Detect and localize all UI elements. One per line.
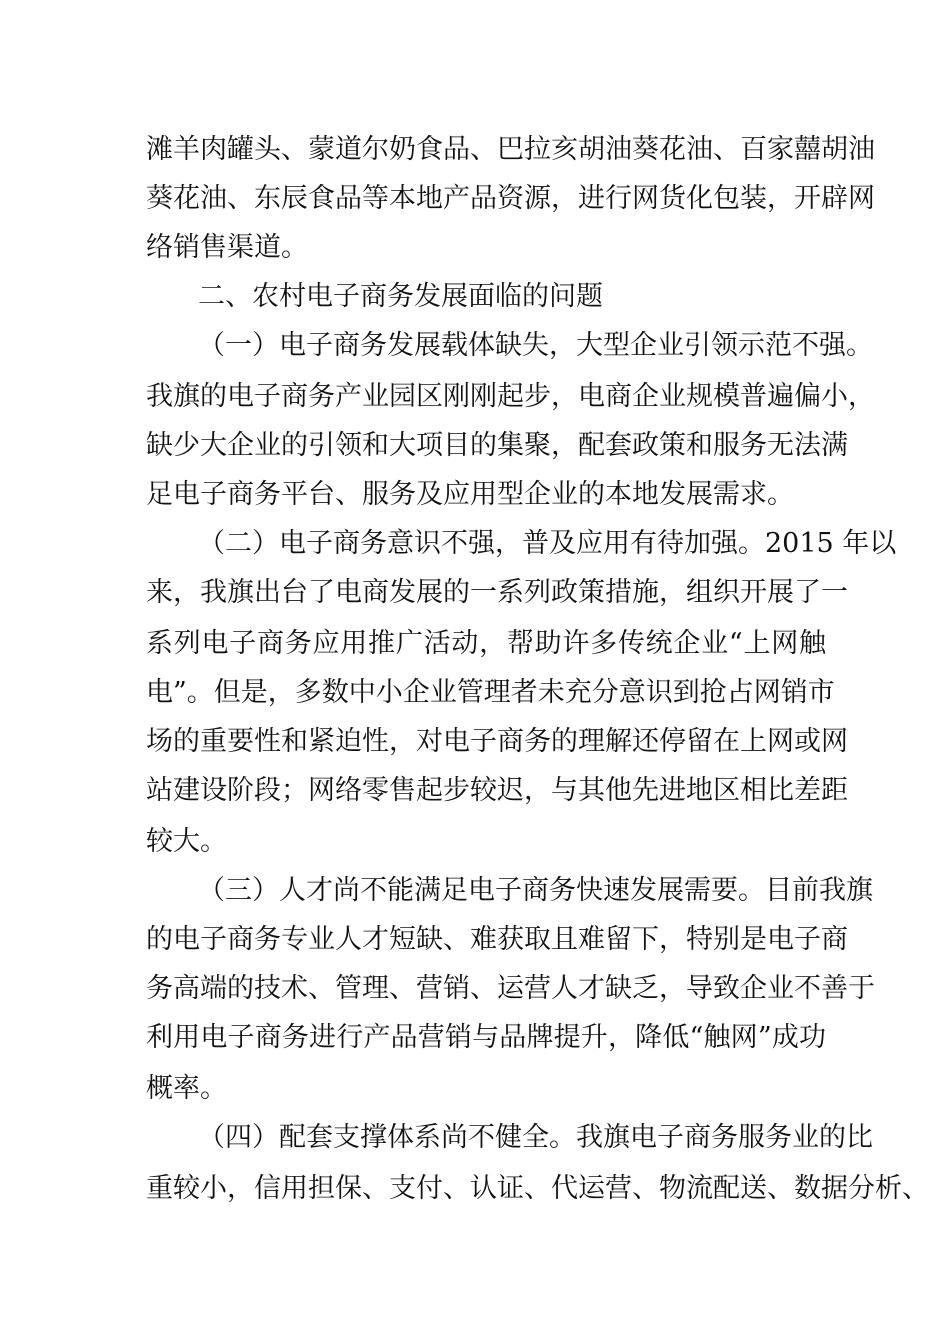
body-text-line: 务高端的技术、管理、营销、运营人才缺乏，导致企业不善于 — [146, 973, 875, 1004]
body-text-line: 利用电子商务进行产品营销与品牌提升，降低“触网”成功 — [146, 1022, 826, 1053]
body-text-line: 缺少大企业的引领和大项目的集聚，配套政策和服务无法满 — [146, 430, 848, 461]
body-text-line: 站建设阶段；网络零售起步较迟，与其他先进地区相比差距 — [146, 775, 848, 806]
body-text-line: 概率。 — [146, 1073, 227, 1104]
body-text-line: 滩羊肉罐头、蒙道尔奶食品、巴拉亥胡油葵花油、百家囍胡油 — [146, 134, 875, 165]
body-text-line: 足电子商务平台、服务及应用型企业的本地发展需求。 — [146, 479, 794, 510]
subsection-heading: （一）电子商务发展载体缺失，大型企业引领示范不强。 — [198, 330, 873, 361]
section-heading: 二、农村电子商务发展面临的问题 — [198, 281, 603, 312]
body-text-line: 系列电子商务应用推广活动，帮助许多传统企业“上网触 — [146, 628, 826, 659]
body-text-line: 葵花油、东辰食品等本地产品资源，进行网货化包装，开辟网 — [146, 183, 875, 214]
body-text-line: 场的重要性和紧迫性，对电子商务的理解还停留在上网或网 — [146, 726, 848, 757]
subsection-heading: （四）配套支撑体系尚不健全。我旗电子商务服务业的比 — [198, 1122, 873, 1153]
body-text-line: 较大。 — [146, 826, 227, 857]
body-text-line: 来，我旗出台了电商发展的一系列政策措施，组织开展了一 — [146, 577, 848, 608]
body-text-line: 我旗的电子商务产业园区刚刚起步，电商企业规模普遍偏小， — [146, 381, 875, 412]
body-text-line: 络销售渠道。 — [146, 232, 308, 263]
body-text-line: 重较小，信用担保、支付、认证、代运营、物流配送、数据分析、 — [146, 1173, 929, 1204]
subsection-heading: （三）人才尚不能满足电子商务快速发展需要。目前我旗 — [198, 875, 873, 906]
body-text-line: 电”。但是，多数中小企业管理者未充分意识到抢占网销市 — [146, 677, 835, 708]
subsection-heading: （二）电子商务意识不强，普及应用有待加强。2015 年以 — [198, 528, 897, 559]
body-text-line: 的电子商务专业人才短缺、难获取且难留下，特别是电子商 — [146, 924, 848, 955]
